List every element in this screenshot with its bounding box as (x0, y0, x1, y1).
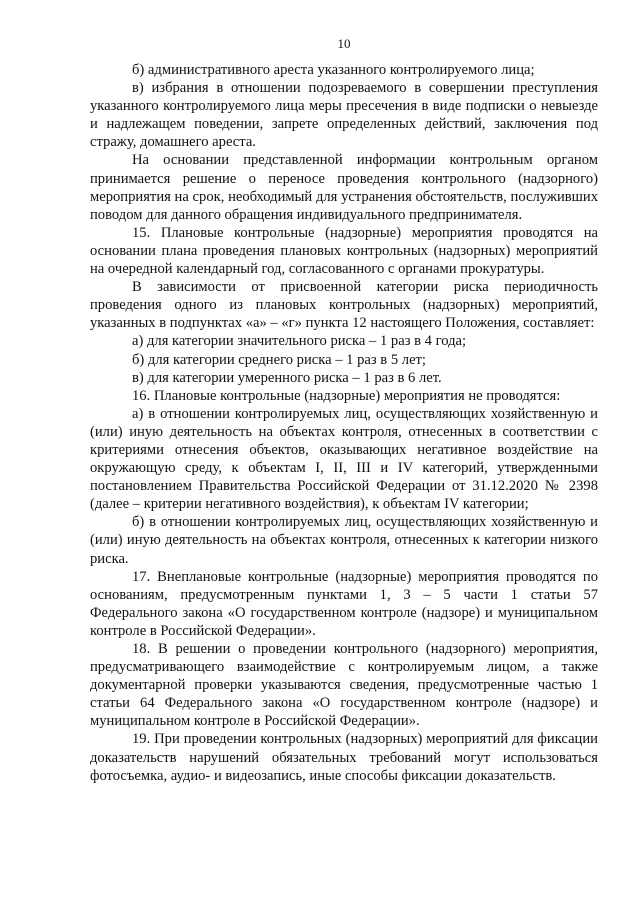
list-item-low-risk: б) в отношении контролируемых лиц, осуществляющих хозяйственную и (или) иную деятельность на объектах контроля, отнесенных к категории низкого риска. (90, 514, 598, 567)
page-number: 10 (337, 36, 351, 51)
list-item-significant-risk: а) для категории значительного риска – 1 раз в 4 года; (132, 333, 467, 350)
list-item-medium-risk: б) для категории среднего риска – 1 раз в 5 лет; (132, 351, 426, 368)
paragraph-postponement-decision: На основании представленной информации контрольным органом принимается решение о переносе проведения контрольного (надзорного) мероприятия на срок, необходимый для устранения обстоятельств, послуживших поводом для данного обращения индивидуального предпринимателя. (90, 152, 598, 223)
paragraph-item-b-arrest: б) административного ареста указанного контролируемого лица; (132, 62, 535, 78)
paragraph-risk-periodicity: В зависимости от присвоенной категории риска периодичность проведения одного из плановых контрольных (надзорных) мероприятий, указанных в подпунктах «а» – «г» пункта 12 настоящего Положения, составляет: (90, 279, 598, 332)
list-item-category-iv: а) в отношении контролируемых лиц, осуществляющих хозяйственную и (или) иную деятельность на объектах контроля, отнесенных в соответствии с критериями отнесения объектов, оказывающих негативное воздействие на окружающую среду, к объектам I, II, III и IV категорий, утвержденными постановлением Правительства Российской Федерации от 31.12.2020 № 2398 (далее – критерии негативного воздействия), к объектам IV категории; (90, 405, 598, 513)
paragraph-16-not-conducted: 16. Плановые контрольные (надзорные) мероприятия не проводятся: (132, 387, 561, 404)
list-item-moderate-risk: в) для категории умеренного риска – 1 раз в 6 лет. (132, 369, 442, 386)
document-body (90, 61, 598, 785)
paragraph-18-decision-details: 18. В решении о проведении контрольного (надзорного) мероприятия, предусматривающего взаимодействие с контролируемым лицом, а также документарной проверки указываются сведения, предусмотренные частью 1 статьи 64 Федерального закона «О государственном контроле (надзоре) и муниципальном контроле в Российской Федерации». (90, 641, 598, 730)
paragraph-15-planned-measures: 15. Плановые контрольные (надзорные) мероприятия проводятся на основании плана проведения плановых контрольных (надзорных) мероприятий на очередной календарный год, согласованного с органами прокуратуры. (90, 224, 598, 278)
document-page (90, 36, 598, 785)
paragraph-17-unscheduled: 17. Внеплановые контрольные (надзорные) мероприятия проводятся по основаниям, предусмотренным пунктами 1, 3 – 5 части 1 статьи 57 Федерального закона «О государственном контроле (надзоре) и муниципальном контроле в Российской Федерации». (90, 568, 598, 639)
paragraph-item-v-restraint: в) избрания в отношении подозреваемого в совершении преступления указанного контролируемого лица меры пресечения в виде подписки о невыезде и надлежащем поведении, запрете определенных действий, заключения под стражу, домашнего ареста. (90, 80, 598, 151)
paragraph-19-evidence-recording: 19. При проведении контрольных (надзорных) мероприятий для фиксации доказательств нарушений обязательных требований могут использоваться фотосъемка, аудио- и видеозапись, иные способы фиксации доказательств. (90, 731, 598, 784)
